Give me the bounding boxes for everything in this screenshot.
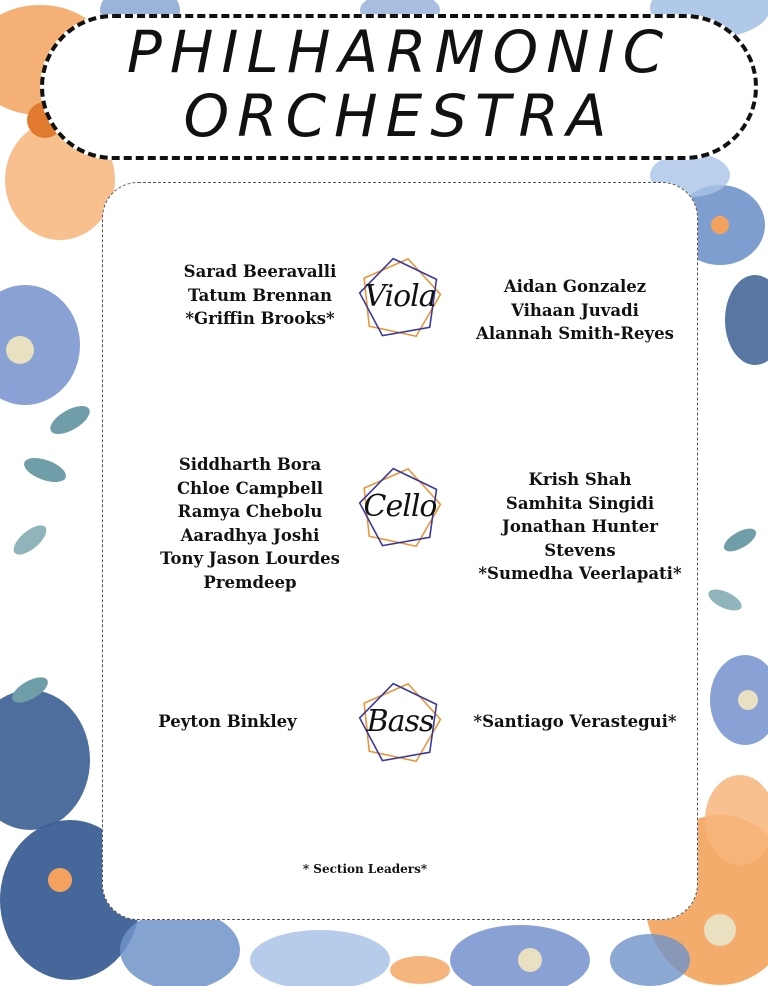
- bass-right-names: [450, 710, 700, 734]
- viola-emblem: [355, 252, 445, 342]
- instrument-label: Cello: [363, 489, 437, 524]
- instrument-label: Bass: [366, 704, 434, 739]
- cello-right-names: [450, 468, 710, 586]
- title-line-2: ORCHESTRA: [183, 82, 615, 150]
- member-name: Alannah Smith-Reyes: [476, 324, 674, 343]
- cello-emblem: [355, 462, 445, 552]
- bass-emblem: [355, 677, 445, 767]
- member-name: Siddharth Bora: [178, 455, 322, 474]
- member-name: Peyton Binkley: [158, 712, 297, 731]
- instrument-label: Viola: [364, 279, 436, 314]
- floral-bottom: [250, 925, 590, 986]
- member-name: *Santiago Verastegui*: [473, 712, 677, 731]
- member-name: *Griffin Brooks*: [185, 309, 335, 328]
- member-name: Ramya Chebolu: [177, 502, 323, 521]
- viola-left-names: [130, 260, 390, 331]
- member-name: Tony Jason Lourdes: [160, 549, 340, 568]
- member-name: Stevens: [544, 540, 616, 560]
- cello-left-names: [110, 453, 390, 594]
- section-leaders-note: * Section Leaders*: [302, 862, 428, 876]
- viola-right-names: [445, 275, 705, 346]
- member-name: Krish Shah: [528, 470, 632, 489]
- bass-left-names: [100, 710, 355, 734]
- member-name: Aidan Gonzalez: [503, 277, 647, 296]
- member-name: Tatum Brennan: [187, 285, 333, 305]
- member-name: Chloe Campbell: [176, 478, 324, 498]
- member-name: Sarad Beeravalli: [183, 262, 337, 281]
- floral-right: [705, 524, 768, 745]
- title-line-1: PHILHARMONIC: [126, 18, 672, 86]
- member-name: Aaradhya Joshi: [180, 525, 320, 545]
- member-name: Samhita Singidi: [505, 493, 655, 513]
- member-name: Premdeep: [203, 572, 297, 592]
- member-name: Jonathan Hunter: [502, 517, 658, 536]
- member-name: *Sumedha Veerlapati*: [478, 564, 682, 583]
- member-name: Vihaan Juvadi: [511, 300, 639, 320]
- page-title: [40, 20, 758, 148]
